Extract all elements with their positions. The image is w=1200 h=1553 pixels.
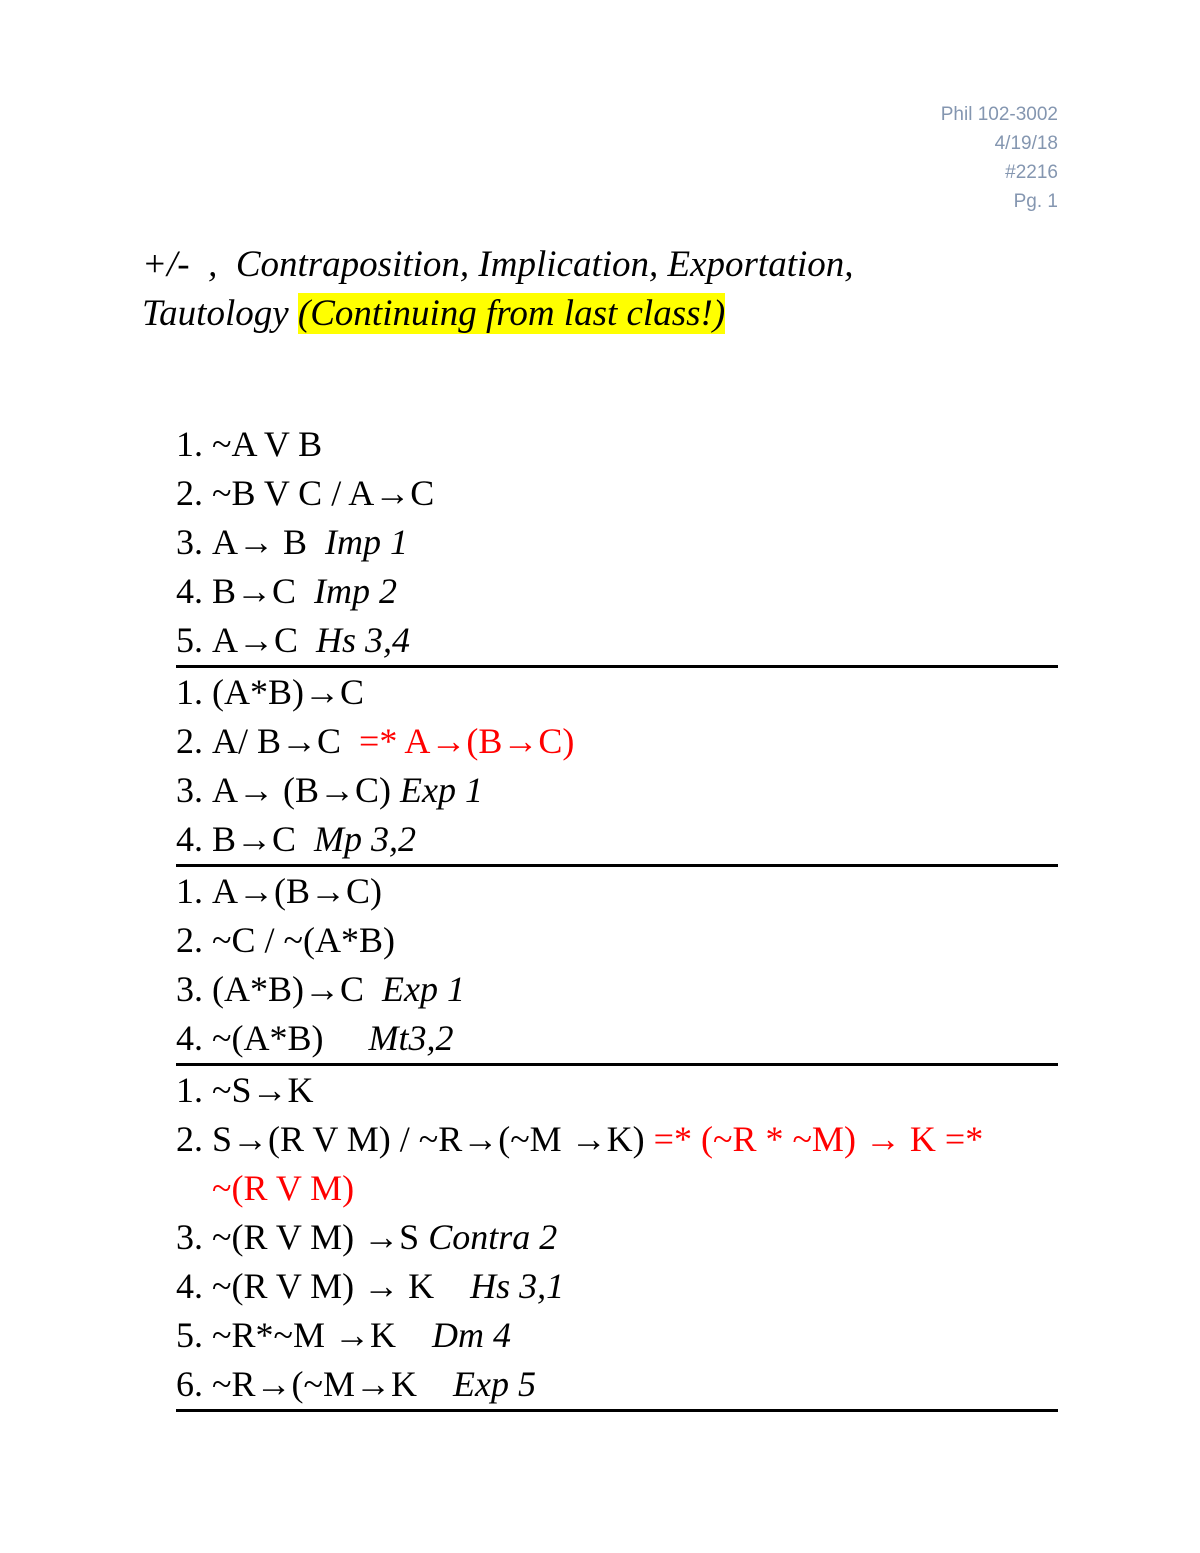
line-content xyxy=(212,867,1058,916)
formula: ~(R V M) → K xyxy=(212,1266,471,1306)
justification: Dm 4 xyxy=(431,1315,511,1355)
proof-line xyxy=(176,567,1058,616)
line-content xyxy=(212,766,1058,815)
line-number: 6. xyxy=(176,1364,203,1404)
formula: B→C xyxy=(212,819,315,859)
line-content xyxy=(212,469,1058,518)
justification: Hs 3,1 xyxy=(470,1266,565,1306)
line-number: 2. xyxy=(176,721,203,761)
formula: ~B V C / A→C xyxy=(212,473,435,513)
proofs-container xyxy=(176,420,1058,1412)
formula: A→(B→C) xyxy=(212,871,382,911)
line-number: 4. xyxy=(176,1266,203,1306)
proof-line xyxy=(176,1066,1058,1115)
page-header xyxy=(941,100,1058,216)
note-number: #2216 xyxy=(1005,162,1058,183)
line-content xyxy=(212,1262,1058,1311)
justification: Imp 2 xyxy=(314,571,398,611)
line-number: 2. xyxy=(176,473,203,513)
line-number: 1. xyxy=(176,1070,203,1110)
line-content xyxy=(212,717,1058,766)
formula: (A*B)→C xyxy=(212,969,382,1009)
line-content xyxy=(212,965,1058,1014)
line-content xyxy=(212,916,1058,965)
page-title xyxy=(142,240,1102,338)
justification: Exp 1 xyxy=(400,770,483,810)
line-content xyxy=(212,668,1058,717)
justification: Exp 5 xyxy=(452,1364,536,1404)
highlighted-note: (Continuing from last class!) xyxy=(297,293,726,334)
line-number: 3. xyxy=(176,770,203,810)
formula: S→(R V M) / ~R→(~M →K) xyxy=(212,1119,654,1159)
proof-block xyxy=(176,1066,1058,1412)
proof-line xyxy=(176,668,1058,717)
line-content xyxy=(212,1115,1058,1164)
proof-line xyxy=(176,1311,1058,1360)
line-content xyxy=(212,616,1058,665)
proof-line xyxy=(176,766,1058,815)
proof-line xyxy=(176,420,1058,469)
formula: ~(A*B) xyxy=(212,1018,369,1058)
line-number: 5. xyxy=(176,1315,203,1355)
proof-line xyxy=(176,1014,1058,1063)
line-number: 4. xyxy=(176,819,203,859)
line-content xyxy=(212,1360,1058,1409)
line-content xyxy=(212,1311,1058,1360)
proof-line xyxy=(176,867,1058,916)
line-number: 4. xyxy=(176,1018,203,1058)
proof-line xyxy=(176,717,1058,766)
proof-block xyxy=(176,867,1058,1066)
proof-block xyxy=(176,668,1058,867)
formula: A→ B xyxy=(212,522,326,562)
formula: A/ B→C xyxy=(212,721,360,761)
line-number: 3. xyxy=(176,969,203,1009)
line-number: 1. xyxy=(176,672,203,712)
justification: Hs 3,4 xyxy=(316,620,411,660)
proof-line xyxy=(176,616,1058,665)
formula: ~C / ~(A*B) xyxy=(212,920,395,960)
formula: A→ (B→C) xyxy=(212,770,400,810)
equivalence-note: =* A→(B→C) xyxy=(359,721,575,761)
equivalence-note-continued: ~(R V M) xyxy=(212,1168,355,1208)
justification: Imp 1 xyxy=(325,522,409,562)
line-number: 2. xyxy=(176,1119,203,1159)
course-code: Phil 102-3002 xyxy=(940,104,1058,125)
title-line-1: +/- , Contraposition, Implication, Exportation, xyxy=(142,244,854,285)
line-content xyxy=(212,518,1058,567)
justification: Exp 1 xyxy=(382,969,465,1009)
justification: Mt3,2 xyxy=(368,1018,454,1058)
page-number: Pg. 1 xyxy=(1013,191,1058,212)
line-content xyxy=(212,1066,1058,1115)
justification: Mp 3,2 xyxy=(314,819,417,859)
line-content xyxy=(212,1213,1058,1262)
formula: ~(R V M) →S xyxy=(212,1217,429,1257)
formula: A→C xyxy=(212,620,317,660)
date: 4/19/18 xyxy=(994,133,1058,154)
formula: ~S→K xyxy=(212,1070,314,1110)
line-content xyxy=(212,420,1058,469)
line-number: 1. xyxy=(176,424,203,464)
formula: ~R→(~M→K xyxy=(212,1364,453,1404)
proof-line xyxy=(176,815,1058,864)
proof-line xyxy=(176,469,1058,518)
proof-line xyxy=(176,1360,1058,1409)
line-number: 3. xyxy=(176,522,203,562)
line-number: 1. xyxy=(176,871,203,911)
formula: B→C xyxy=(212,571,315,611)
line-number: 5. xyxy=(176,620,203,660)
justification: Contra 2 xyxy=(428,1217,558,1257)
formula: ~A V B xyxy=(212,424,323,464)
line-content xyxy=(212,567,1058,616)
proof-block xyxy=(176,420,1058,668)
equivalence-note: =* (~R * ~M) → K =* xyxy=(653,1119,984,1159)
line-content xyxy=(212,1014,1058,1063)
line-number: 4. xyxy=(176,571,203,611)
proof-line xyxy=(176,1262,1058,1311)
line-number: 3. xyxy=(176,1217,203,1257)
proof-line xyxy=(176,1115,1058,1164)
title-line-2-text: Tautology xyxy=(142,293,298,334)
formula: (A*B)→C xyxy=(212,672,364,712)
proof-line xyxy=(176,1213,1058,1262)
title-line-2 xyxy=(142,289,1102,338)
proof-line xyxy=(176,518,1058,567)
formula: ~R*~M →K xyxy=(212,1315,432,1355)
line-number: 2. xyxy=(176,920,203,960)
proof-line xyxy=(176,965,1058,1014)
proof-line xyxy=(176,916,1058,965)
line-content xyxy=(212,815,1058,864)
